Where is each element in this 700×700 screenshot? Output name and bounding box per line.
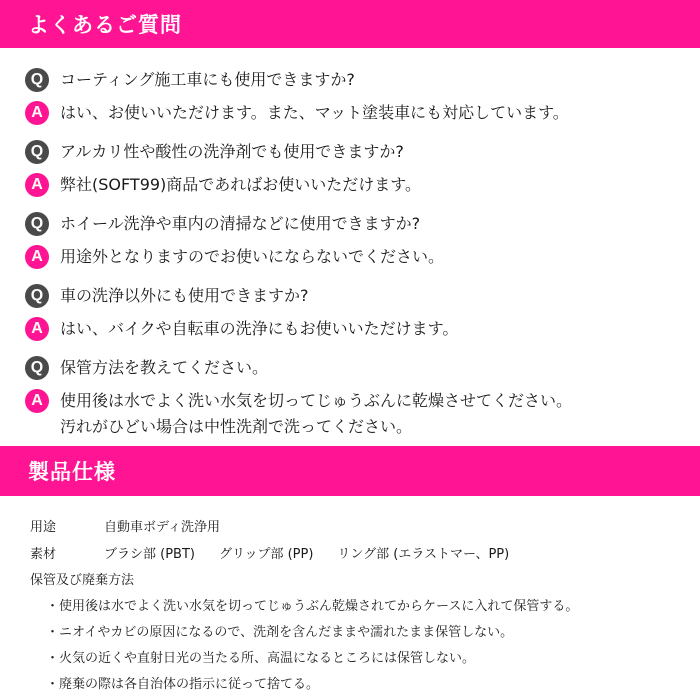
question-row bbox=[25, 68, 685, 92]
question-badge: Q bbox=[25, 212, 49, 236]
question-badge: Q bbox=[25, 356, 49, 380]
spec-storage-note: ・ニオイやカビの原因になるので、洗剤を含んだままや濡れたまま保管しない。 bbox=[46, 625, 514, 640]
spec-use-row bbox=[30, 514, 690, 541]
question-row bbox=[25, 356, 685, 380]
faq-item bbox=[25, 284, 685, 341]
question-text: アルカリ性や酸性の洗浄剤でも使用できますか? bbox=[60, 142, 404, 161]
answer-text-continued: 汚れがひどい場合は中性洗剤で洗ってください。 bbox=[60, 417, 413, 436]
spec-material-grip: グリップ部 (PP) bbox=[218, 546, 314, 562]
answer-badge: A bbox=[25, 389, 49, 413]
faq-item bbox=[25, 140, 685, 197]
answer-row bbox=[25, 389, 685, 413]
question-text: 車の洗浄以外にも使用できますか? bbox=[60, 286, 309, 305]
answer-text: 弊社(SOFT99)商品であればお使いいただけます。 bbox=[60, 175, 422, 194]
faq-item bbox=[25, 68, 685, 125]
spec-storage-heading: 保管及び廃棄方法 bbox=[30, 573, 135, 588]
answer-row bbox=[25, 317, 685, 341]
answer-text: はい、お使いいただけます。また、マット塗装車にも対応しています。 bbox=[60, 103, 569, 122]
spec-title: 製品仕様 bbox=[28, 460, 116, 484]
question-row bbox=[25, 140, 685, 164]
answer-text: 使用後は水でよく洗い水気を切ってじゅうぶんに乾燥させてください。 bbox=[60, 391, 573, 410]
answer-row bbox=[25, 173, 685, 197]
faq-item bbox=[25, 356, 685, 439]
answer-badge: A bbox=[25, 173, 49, 197]
question-badge: Q bbox=[25, 284, 49, 308]
spec-material-label: 素材 bbox=[30, 546, 57, 562]
answer-badge: A bbox=[25, 101, 49, 125]
spec-section bbox=[30, 514, 690, 698]
question-text: ホイール洗浄や車内の清掃などに使用できますか? bbox=[60, 214, 421, 233]
spec-material-ring: リング部 (エラストマー、PP) bbox=[337, 546, 510, 562]
question-row bbox=[25, 212, 685, 236]
question-text: コーティング施工車にも使用できますか? bbox=[60, 70, 355, 89]
faq-title: よくあるご質問 bbox=[28, 13, 182, 37]
spec-storage-note: ・廃棄の際は各自治体の指示に従って捨てる。 bbox=[46, 677, 320, 692]
spec-use-label: 用途 bbox=[30, 519, 57, 535]
answer-text: 用途外となりますのでお使いにならないでください。 bbox=[60, 247, 445, 266]
spec-storage-note: ・使用後は水でよく洗い水気を切ってじゅうぶん乾燥されてからケースに入れて保管する。 bbox=[46, 599, 579, 614]
spec-banner bbox=[0, 446, 700, 496]
spec-material-row bbox=[30, 541, 690, 568]
faq-banner bbox=[0, 0, 700, 48]
faq-item bbox=[25, 212, 685, 269]
answer-badge: A bbox=[25, 317, 49, 341]
spec-storage-note: ・火気の近くや直射日光の当たる所、高温になるところには保管しない。 bbox=[46, 651, 476, 666]
spec-use-value: 自動車ボディ洗浄用 bbox=[104, 519, 220, 535]
answer-row bbox=[25, 101, 685, 125]
question-badge: Q bbox=[25, 140, 49, 164]
question-row bbox=[25, 284, 685, 308]
answer-row bbox=[25, 245, 685, 269]
question-badge: Q bbox=[25, 68, 49, 92]
answer-badge: A bbox=[25, 245, 49, 269]
answer-text: はい、バイクや自転車の洗浄にもお使いいただけます。 bbox=[60, 319, 459, 338]
spec-material-brush: ブラシ部 (PBT) bbox=[104, 546, 195, 562]
faq-list bbox=[25, 68, 685, 454]
question-text: 保管方法を教えてください。 bbox=[60, 358, 269, 377]
